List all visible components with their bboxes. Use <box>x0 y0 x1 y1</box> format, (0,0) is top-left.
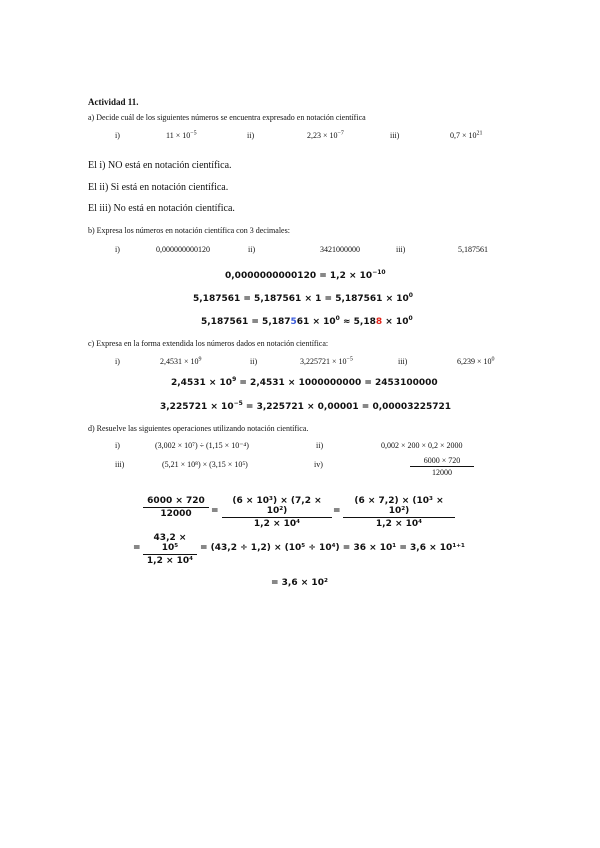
d-item-3-value: (5,21 × 10⁸) × (3,15 × 10⁵) <box>162 460 248 469</box>
d-item-4-label: iv) <box>314 460 323 469</box>
c-item-1-value: $2,4531 \times 10^9$ <box>160 356 202 366</box>
a-item-3-value: $0,7 \times 10^{21}$ <box>450 130 483 140</box>
a-item-1-value: $11 \times 10^{-5}$ <box>166 130 197 140</box>
d-item-2-value: 0,002 × 200 × 0,2 × 2000 <box>381 441 463 450</box>
b-line-2: $5,187561 = 5,187561 \times 1 = 5,187561 \times 10^0$ <box>193 292 413 304</box>
b-line-3: $5,187561 = 5,187561 \times 10^0 \approx 5,188 \times 10^0$ <box>201 315 413 327</box>
a-item-1-label: i) <box>115 131 120 140</box>
solution-fraction-3 <box>343 496 455 529</box>
solution-fraction-2 <box>222 496 332 529</box>
b-item-1-label: i) <box>115 245 120 254</box>
fraction-numerator: 6000 × 720 <box>410 456 474 467</box>
c-item-1-label: i) <box>115 357 120 366</box>
c-line-2: $3,225721 \times 10^{-5} = 3,225721 \times 0,00001 = 0,00003225721$ <box>160 400 452 412</box>
solution-fraction-3-numerator: (6 × 7,2) × (10³ × 10²) <box>343 496 455 518</box>
activity-title: Actividad 11. <box>88 97 139 107</box>
fraction-denominator: 12000 <box>432 468 452 477</box>
d-item-1-label: i) <box>115 441 120 450</box>
a-answer-3: El iii) No está en notación científica. <box>88 203 235 214</box>
c-item-3-label: iii) <box>398 357 408 366</box>
b-line-1: $0,0000000000120 = 1,2 \times 10^{-10}$ <box>225 269 386 281</box>
equals-sign: = <box>333 506 341 516</box>
d-item-2-label: ii) <box>316 441 324 450</box>
c-item-2-label: ii) <box>250 357 258 366</box>
solution-rest: = (43,2 ÷ 1,2) × (10⁵ ÷ 10⁴) = 36 × 10¹ = 3,6 × 10¹⁺¹ <box>200 543 465 553</box>
b-item-3-label: iii) <box>396 245 406 254</box>
section-b-heading: b) Expresa los números en notación científica con 3 decimales: <box>88 226 290 235</box>
b-item-2-label: ii) <box>248 245 256 254</box>
c-line-1: $2,4531 \times 10^9 = 2,4531 \times 1000000000 = 2453100000$ <box>171 376 438 388</box>
section-d-heading: d) Resuelve las siguientes operaciones utilizando notación científica. <box>88 424 309 433</box>
a-answer-1: El i) NO está en notación científica. <box>88 160 232 171</box>
solution-fraction-4-numerator: 43,2 × 10⁵ <box>143 533 197 555</box>
solution-fraction-4 <box>143 533 197 566</box>
c-item-3-value: $6,239 \times 10^0$ <box>457 356 495 366</box>
b-item-1-value: 0,000000000120 <box>156 245 210 254</box>
a-answer-2: El ii) Si está en notación científica. <box>88 182 229 193</box>
b-item-2-value: 3421000000 <box>320 245 360 254</box>
a-item-3-label: iii) <box>390 131 400 140</box>
solution-fraction-2-numerator: (6 × 10³) × (7,2 × 10²) <box>222 496 332 518</box>
d-item-4-fraction <box>410 456 474 477</box>
b-item-3-value: 5,187561 <box>458 245 488 254</box>
d-item-3-label: iii) <box>115 460 125 469</box>
d-item-1-value: (3,002 × 10⁷) ÷ (1,15 × 10⁻⁴) <box>155 441 249 450</box>
solution-fraction-4-denominator: 1,2 × 10⁴ <box>146 556 194 566</box>
equals-sign: = <box>133 543 141 553</box>
solution-fraction-3-denominator: 1,2 × 10⁴ <box>375 519 423 529</box>
solution-final: = 3,6 × 10² <box>271 578 328 588</box>
section-a-heading: a) Decide cuál de los siguientes números se encuentra expresado en notación científica <box>88 113 366 122</box>
solution-fraction-1-numerator: 6000 × 720 <box>143 496 209 508</box>
solution-fraction-1-denominator: 12000 <box>160 509 192 519</box>
equals-sign: = <box>211 506 219 516</box>
solution-fraction-1 <box>143 496 209 519</box>
c-item-2-value: $3,225721 \times 10^{-5}$ <box>300 356 353 366</box>
solution-fraction-2-denominator: 1,2 × 10⁴ <box>253 519 301 529</box>
a-item-2-label: ii) <box>247 131 255 140</box>
a-item-2-value: $2,23 \times 10^{-7}$ <box>307 130 344 140</box>
section-c-heading: c) Expresa en la forma extendida los números dados en notación científica: <box>88 339 329 348</box>
